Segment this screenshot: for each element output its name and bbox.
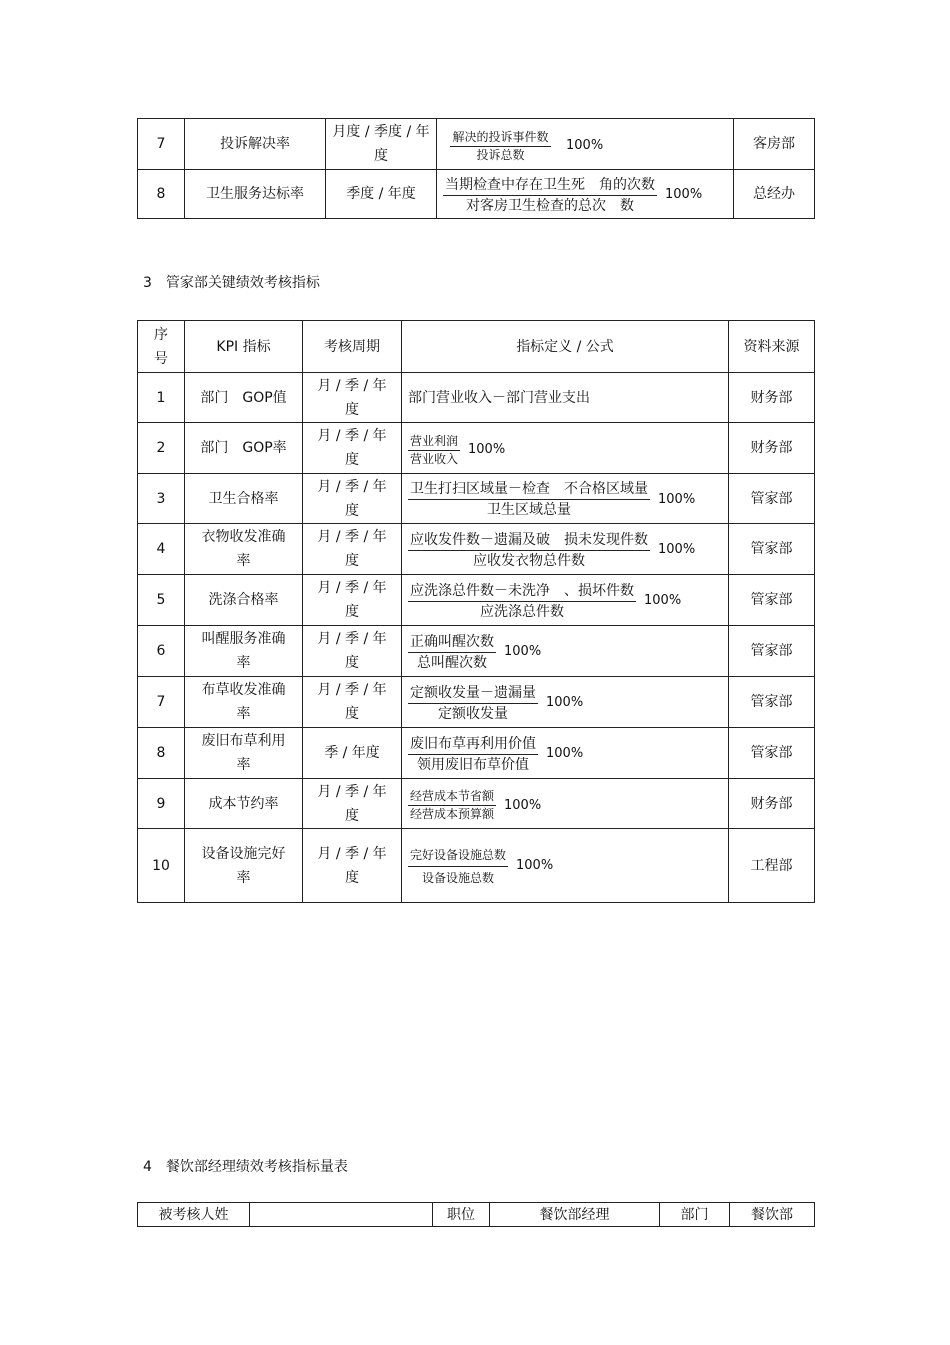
row-number: 4 [138,524,185,575]
table-row [138,524,815,575]
formula-denominator: 对客房卫生检查的总次 数 [466,197,634,214]
kpi-name: 洗涤合格率 [185,575,303,626]
table-row [138,423,815,474]
row-number: 3 [138,474,185,524]
kpi-period: 月 / 季 / 年度 [303,829,402,903]
value-position: 餐饮部经理 [490,1203,660,1227]
row-number: 9 [138,779,185,829]
kpi-source: 财务部 [729,373,815,423]
formula-denominator: 经营成本预算额 [410,807,495,821]
formula-percent: 100% [546,695,584,710]
kpi-period: 月度 / 季度 / 年度 [326,119,437,170]
row-number: 5 [138,575,185,626]
kpi-source: 管家部 [729,575,815,626]
kpi-name: 卫生合格率 [185,474,303,524]
formula-numerator: 解决的投诉事件数 [450,129,550,147]
kpi-formula [402,728,729,779]
table-row [138,119,815,170]
kpi-source: 客房部 [734,119,815,170]
value-department: 餐饮部 [730,1203,815,1227]
formula-percent: 100% [566,138,604,153]
row-number: 7 [138,119,185,170]
kpi-formula [402,524,729,575]
table-row [138,575,815,626]
kpi-period: 季度 / 年度 [326,170,437,219]
kpi-name: 叫醒服务准确率 [185,626,303,677]
label-position: 职位 [433,1203,490,1227]
kpi-formula [402,423,729,474]
table-row [138,373,815,423]
kpi-name: 卫生服务达标率 [185,170,326,219]
formula-percent: 100% [468,442,506,457]
formula-denominator: 应洗涤总件数 [480,603,564,620]
table-row [138,170,815,219]
row-number: 10 [138,829,185,903]
formula-denominator: 设备设施总数 [422,870,495,885]
formula-denominator: 应收发衣物总件数 [473,552,585,569]
formula-percent: 100% [546,746,584,761]
kpi-source: 管家部 [729,626,815,677]
kpi-period: 月 / 季 / 年度 [303,373,402,423]
formula-numerator: 定额收发量－遗漏量 [408,683,538,704]
header-definition: 指标定义 / 公式 [402,321,729,373]
kpi-name: 布草收发准确率 [185,677,303,728]
formula-denominator: 投诉总数 [476,147,525,162]
kpi-period: 月 / 季 / 年度 [303,779,402,829]
kpi-period: 月 / 季 / 年度 [303,677,402,728]
formula-percent: 100% [658,491,696,507]
row-number: 8 [138,728,185,779]
formula-percent: 100% [644,593,682,608]
row-number: 2 [138,423,185,474]
table-row [138,728,815,779]
kpi-period: 月 / 季 / 年度 [303,626,402,677]
label-name: 被考核人姓 [138,1203,250,1227]
formula-numerator: 完好设备设施总数 [408,844,508,867]
header-period: 考核周期 [303,321,402,373]
kpi-name: 部门 GOP率 [185,423,303,474]
kpi-period: 月 / 季 / 年度 [303,474,402,524]
row-number: 6 [138,626,185,677]
kpi-formula [437,170,734,219]
table-row [138,474,815,524]
table-row [138,779,815,829]
kpi-period: 季 / 年度 [303,728,402,779]
kpi-name: 衣物收发准确率 [185,524,303,575]
formula-denominator: 营业收入 [410,451,459,466]
row-number: 7 [138,677,185,728]
formula-numerator: 废旧布草再利用价值 [408,734,538,755]
kpi-name: 投诉解决率 [185,119,326,170]
kpi-source: 管家部 [729,728,815,779]
header-kpi: KPI 指标 [185,321,303,373]
formula-numerator: 营业利润 [408,433,460,451]
kpi-period: 月 / 季 / 年度 [303,524,402,575]
value-name[interactable] [250,1203,433,1227]
formula-numerator: 应洗涤总件数－未洗净 、损坏件数 [408,581,636,602]
formula-denominator: 定额收发量 [438,705,508,722]
formula-percent: 100% [516,858,554,873]
top-kpi-table [137,118,815,219]
label-department: 部门 [660,1203,730,1227]
kpi-formula [437,119,734,170]
section-3-heading: 3 管家部关键绩效考核指标 [143,275,320,291]
kpi-formula [402,626,729,677]
formula-numerator: 应收发件数－遗漏及破 损未发现件数 [408,530,650,551]
kpi-source: 管家部 [729,677,815,728]
formula-numerator: 正确叫醒次数 [408,632,496,653]
fnb-manager-table [137,1202,815,1227]
section-4-heading: 4 餐饮部经理绩效考核指标量表 [143,1159,348,1175]
kpi-formula [402,474,729,524]
kpi-source: 财务部 [729,779,815,829]
table-row [138,626,815,677]
kpi-source: 管家部 [729,524,815,575]
kpi-formula [402,779,729,829]
kpi-formula [402,575,729,626]
kpi-period: 月 / 季 / 年度 [303,575,402,626]
formula-numerator: 卫生打扫区域量－检查 不合格区域量 [408,479,650,500]
formula-percent: 100% [665,187,703,202]
formula-denominator: 总叫醒次数 [417,654,487,671]
formula-percent: 100% [504,644,542,659]
kpi-name: 废旧布草利用率 [185,728,303,779]
kpi-source: 财务部 [729,423,815,474]
kpi-name: 部门 GOP值 [185,373,303,423]
kpi-source: 工程部 [729,829,815,903]
kpi-formula [402,829,729,903]
kpi-source: 总经办 [734,170,815,219]
kpi-formula: 部门营业收入－部门营业支出 [402,373,729,423]
kpi-source: 管家部 [729,474,815,524]
row-number: 8 [138,170,185,219]
kpi-period: 月 / 季 / 年度 [303,423,402,474]
formula-numerator: 经营成本节省额 [408,788,496,806]
kpi-formula [402,677,729,728]
table-row [138,677,815,728]
formula-percent: 100% [504,797,542,813]
formula-numerator: 当期检查中存在卫生死 角的次数 [443,175,657,196]
formula-denominator: 领用废旧布草价值 [417,756,529,773]
formula-percent: 100% [658,542,696,557]
table-row [138,829,815,903]
row-number: 1 [138,373,185,423]
kpi-name: 成本节约率 [185,779,303,829]
housekeeping-kpi-table [137,320,815,903]
table-row [138,1203,815,1227]
kpi-name: 设备设施完好率 [185,829,303,903]
header-no: 序号 [138,321,185,373]
table-header-row [138,321,815,373]
header-source: 资料来源 [729,321,815,373]
formula-denominator: 卫生区域总量 [487,502,571,518]
